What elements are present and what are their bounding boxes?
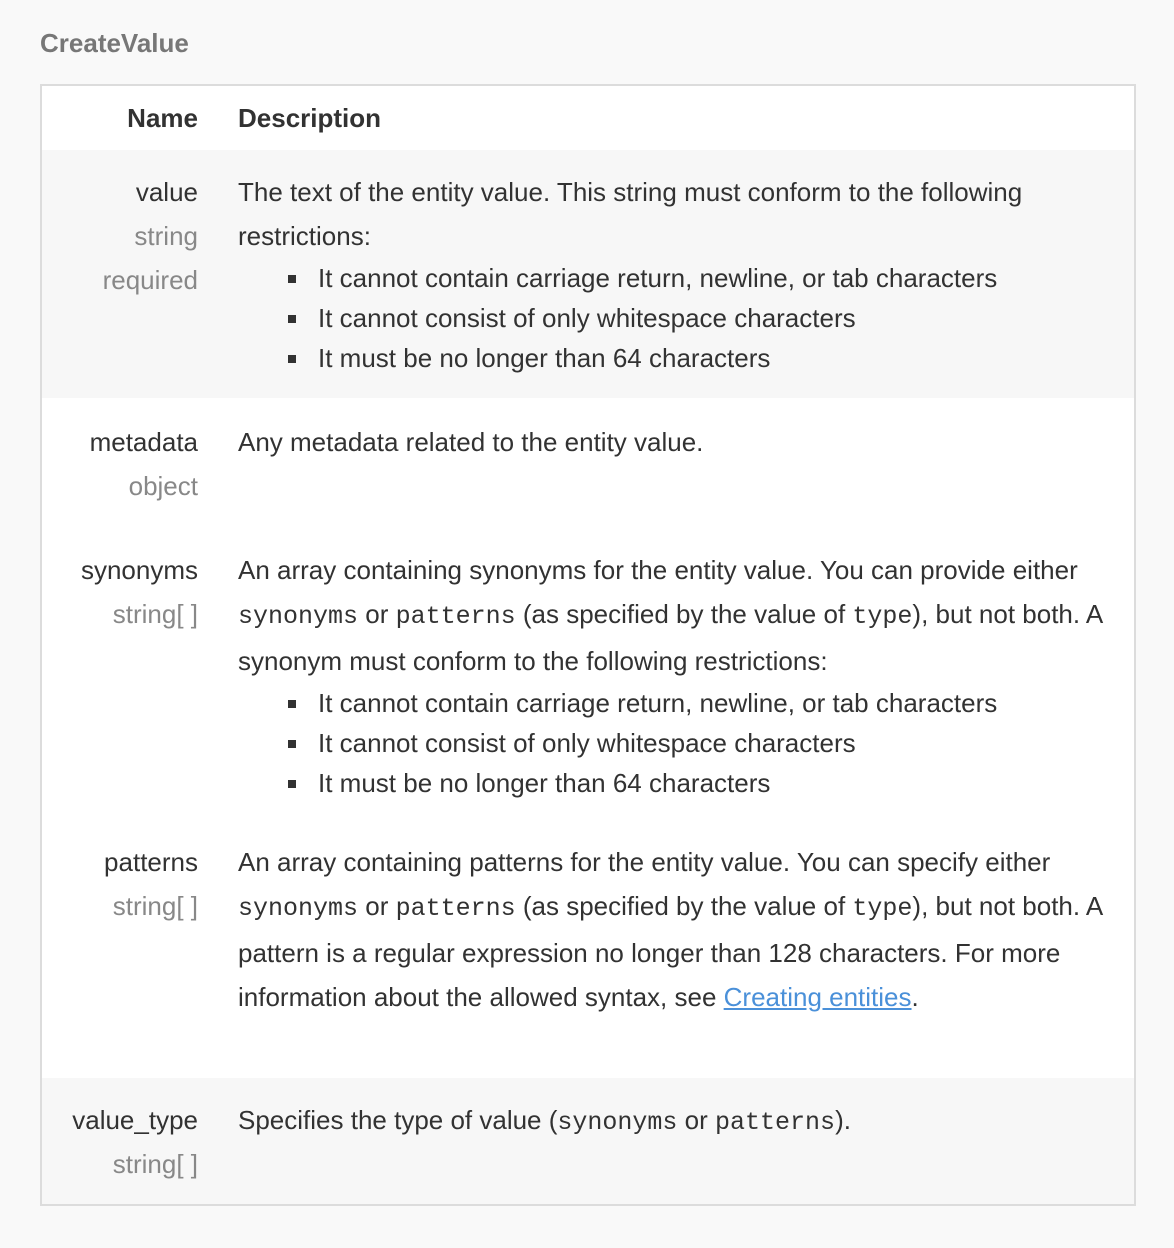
param-name-cell — [42, 840, 198, 928]
code-type: type — [852, 602, 913, 631]
section-title: CreateValue — [40, 28, 189, 58]
header-description: Description — [238, 103, 382, 133]
code-patterns: patterns — [395, 602, 516, 631]
param-name: metadata — [89, 427, 198, 457]
creating-entities-link[interactable]: Creating entities — [723, 982, 912, 1012]
param-row-synonyms — [42, 526, 1134, 818]
param-description — [238, 548, 1118, 803]
code-type: type — [852, 894, 913, 923]
param-type: string[ ] — [112, 1149, 198, 1179]
param-name-cell — [42, 548, 198, 636]
code-synonyms: synonyms — [238, 602, 359, 631]
restrictions-list — [238, 683, 1118, 803]
param-name-cell — [42, 170, 198, 302]
code-synonyms: synonyms — [557, 1108, 678, 1137]
param-required: required — [102, 265, 198, 295]
code-patterns: patterns — [395, 894, 516, 923]
list-item: It cannot contain carriage return, newline, or tab characters — [238, 258, 1118, 298]
header-name: Name — [127, 103, 198, 133]
param-name: value_type — [72, 1105, 198, 1135]
list-item: It cannot consist of only whitespace characters — [238, 723, 1118, 763]
param-description-text: The text of the entity value. This string must conform to the following restrictions: — [238, 177, 1023, 251]
param-type: string[ ] — [112, 891, 198, 921]
param-type: string — [134, 221, 198, 251]
param-row-value — [42, 150, 1134, 398]
parameters-table — [40, 84, 1136, 1206]
param-description: Specifies the type of value (synonyms or patterns). — [238, 1105, 851, 1137]
param-type: string[ ] — [112, 599, 198, 629]
list-item: It cannot consist of only whitespace characters — [238, 298, 1118, 338]
param-row-value-type — [42, 1078, 1134, 1204]
param-name: value — [135, 177, 198, 207]
param-name-cell — [42, 420, 198, 508]
param-row-metadata — [42, 398, 1134, 526]
param-name: synonyms — [80, 555, 198, 585]
param-description-text: An array containing synonyms for the entity value. You can provide either synonyms or patterns (as specified by the value of type), but not both. A synonym must conform to the following restrictions: — [238, 555, 1102, 676]
restrictions-list — [238, 258, 1118, 378]
code-synonyms: synonyms — [238, 894, 359, 923]
list-item: It must be no longer than 64 characters — [238, 763, 1118, 803]
list-item: It cannot contain carriage return, newline, or tab characters — [238, 683, 1118, 723]
code-patterns: patterns — [715, 1108, 836, 1137]
param-name: patterns — [104, 847, 198, 877]
param-type: object — [128, 471, 198, 501]
param-row-patterns — [42, 818, 1134, 1078]
param-name-cell — [42, 1098, 198, 1186]
param-description: An array containing patterns for the entity value. You can specify either synonyms or patterns (as specified by the value of type), but not both. A pattern is a regular expression no longer than 128 characters. For more information about the allowed syntax, see Creating entities. — [238, 847, 1102, 1012]
param-description: Any metadata related to the entity value. — [238, 427, 704, 457]
table-header-row — [42, 86, 1134, 150]
param-description — [238, 170, 1118, 378]
list-item: It must be no longer than 64 characters — [238, 338, 1118, 378]
